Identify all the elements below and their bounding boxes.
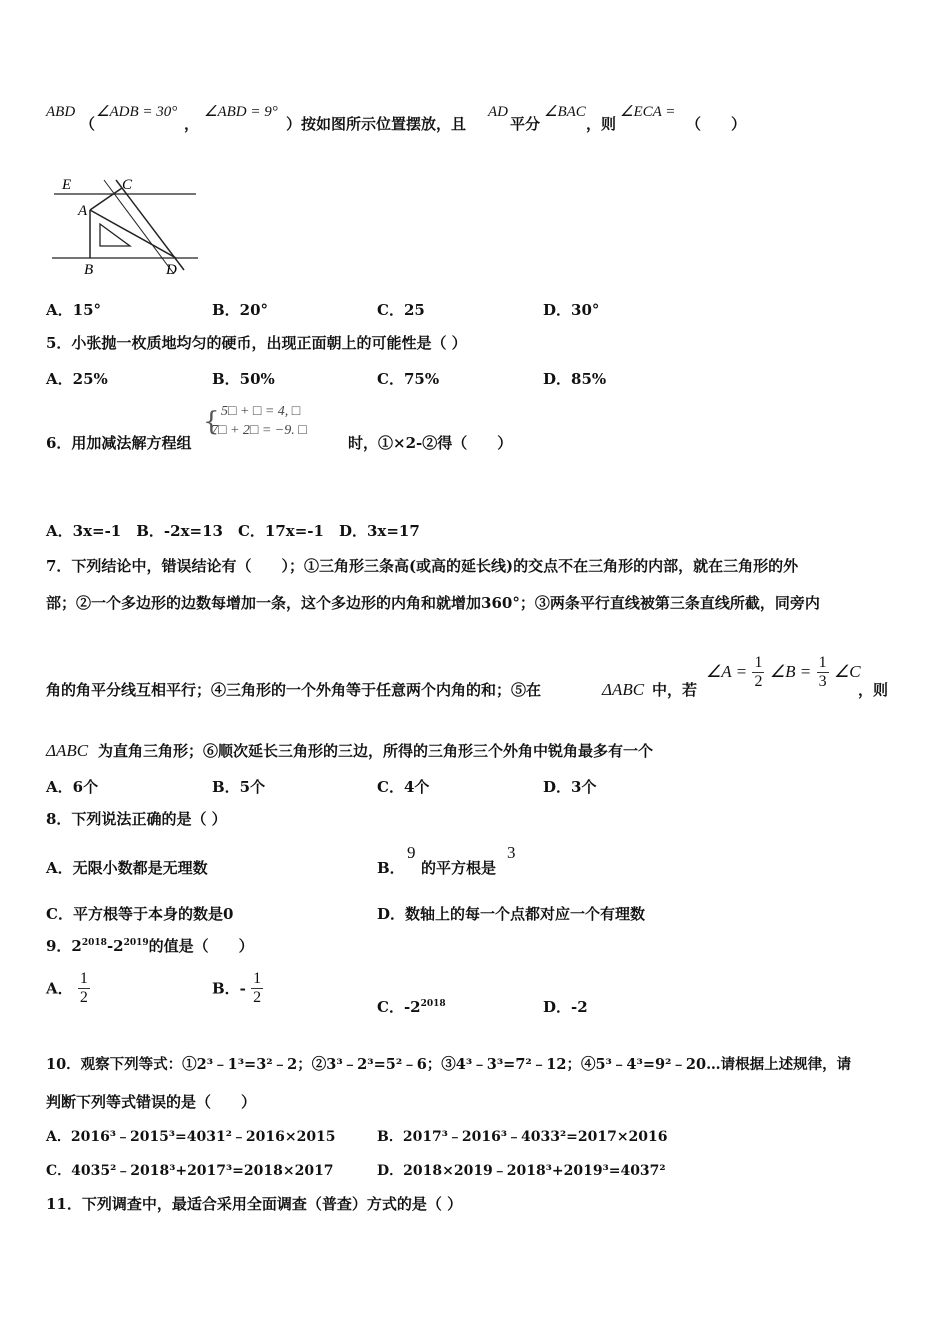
q7-frac-third-num: 1 [818,654,827,671]
q9-frac-b-num: 1 [253,970,262,987]
fig-inner-triangle [100,224,130,246]
q9-option-b [212,970,263,1018]
q9-pre: 9．2 [46,937,82,955]
q6-system [203,403,343,443]
q8-stem: 8．下列说法正确的是（ ） [46,810,227,828]
q7-line1: 7．下列结论中，错误结论有（ ）；①三角形三条高(或高的延长线)的交点不在三角形的内部，就在三角形的外 [46,557,799,575]
q5-option-d: D．85% [543,370,607,388]
q5-stem: 5．小张抛一枚质地均匀的硬币，出现正面朝上的可能性是（ ） [46,334,467,352]
q4-option-c: C．25 [377,301,425,319]
q7-frac-half-den: 2 [754,672,763,690]
q5-option-b: B．50% [212,370,275,388]
q6-eq2: 7□ + 2□ = −9. □ [211,423,307,438]
q4-blank: （ ） [686,115,747,133]
q7-line3c: ，则 [858,681,889,699]
q10-option-b: B．2017³﹣2016³﹣4033²=2017×2016 [377,1129,668,1145]
q9-option-b-label: B．- [212,979,246,998]
q7-tri-2: ΔABC [46,741,89,760]
q11-stem: 11．下列调查中，最适合采用全面调查（普查）方式的是（ ） [46,1195,463,1213]
q9-mid: -2 [106,937,124,955]
q7-frac-half-num: 1 [754,654,763,671]
q9-exp1: 2018 [81,938,107,948]
q10-option-a: A．2016³﹣2015³=4031²﹣2016×2015 [46,1129,336,1145]
q7-line3a: 角的角平分线互相平行；④三角形的一个外角等于任意两个内角的和；⑤在 [46,681,542,699]
q4-figure [46,170,206,280]
q4-option-d: D．30° [543,301,600,319]
q9-option-c-label: C．-2 [377,998,421,1016]
q4-text1: ）按如图所示位置摆放，且 [286,115,467,133]
q9-option-c [377,996,446,1017]
q4-ad: AD [488,104,508,120]
q6-suffix: 时，①×2-②得（ ） [348,434,513,452]
q8-option-a: A．无限小数都是无理数 [46,859,208,877]
fig-label-c: C [122,177,133,193]
q7-angle-c: ∠C [834,662,861,682]
q7-angle-b: ∠B = [769,662,812,682]
q7-tri: ΔABC [602,680,645,699]
q8-option-b-mid: 的平方根是 [421,859,497,877]
q4-comma: ， [184,115,200,133]
q8-option-b-label: B． [377,859,405,877]
q4-bac: ∠BAC [544,104,586,120]
q7-ratio [706,654,861,704]
q4-paren-open: （ [80,115,96,133]
q9-option-d: D．-2 [543,998,588,1016]
q9-frac-a-den: 2 [79,988,88,1006]
q6-options: A．3x=-1 B．-2x=13 C．17x=-1 D．3x=17 [46,522,420,540]
q9-option-c-exp: 2018 [420,999,446,1009]
fig-label-a: A [78,203,88,219]
q10-option-c: C．4035²﹣2018³+2017³=2018×2017 [46,1163,334,1179]
q4-angle-adb: ∠ADB = 30° [96,104,178,120]
q7-option-b: B．5个 [212,778,266,796]
q7-frac-half [752,654,764,690]
q9-frac-b [251,970,263,1006]
q9-option-a [46,970,90,1018]
q10-line2: 判断下列等式错误的是（ ） [46,1093,257,1111]
q7-line2: 部；②一个多边形的边数每增加一条，这个多边形的内角和就增加360°；③两条平行直线被第三条直线所截，同旁内 [46,594,820,612]
q4-abd: ABD [46,104,76,120]
q7-option-d: D．3个 [543,778,597,796]
q8-nine: 9 [407,843,416,862]
q7-frac-third [817,654,829,690]
q8-option-d: D．数轴上的每一个点都对应一个有理数 [377,905,646,923]
q7-angle-a: ∠A = [706,662,748,682]
q6-prefix: 6．用加减法解方程组 [46,434,192,452]
q8-option-b [377,843,577,879]
q8-option-c: C．平方根等于本身的数是0 [46,905,234,923]
q5-option-a: A．25% [46,370,108,388]
q9-option-a-label: A． [46,979,73,998]
q9-post: 的值是（ ） [148,937,254,955]
q7-option-c: C．4个 [377,778,430,796]
fig-seg-ad [90,210,176,258]
q4-text3: ，则 [586,115,617,133]
q6-eq1: 5□ + □ = 4, □ [221,404,301,419]
q7-line3b: 中，若 [652,681,698,699]
fig-label-d: D [166,262,177,278]
q4-option-a: A．15° [46,301,102,319]
q9-frac-a-num: 1 [79,970,88,987]
q4-angle-abd: ∠ABD = 9° [204,104,278,120]
q4-eca: ∠ECA = [620,104,676,120]
q9-frac-b-den: 2 [253,988,262,1006]
fig-label-b: B [84,262,94,278]
q10-line1: 10．观察下列等式：①2³﹣1³=3²﹣2；②3³﹣2³=5²﹣6；③4³﹣3³=7²﹣12；④5³﹣4³=9²﹣20…请根据上述规律，请 [46,1056,852,1073]
q9-frac-a [78,970,90,1006]
q7-line4: 为直角三角形；⑥顺次延长三角形的三边，所得的三角形三个外角中锐角最多有一个 [98,742,654,760]
q4-option-b: B．20° [212,301,269,319]
q8-three: 3 [507,843,516,862]
q9-stem [46,937,254,955]
fig-label-e: E [62,177,72,193]
q7-option-a: A．6个 [46,778,99,796]
q6-brace: { [203,407,220,437]
q7-frac-third-den: 3 [818,672,827,690]
q10-option-d: D．2018×2019﹣2018³+2019³=4037² [377,1163,666,1179]
q9-exp2: 2019 [123,938,149,948]
fig-seg-ac [90,188,122,210]
q4-text2: 平分 [510,115,541,133]
q5-option-c: C．75% [377,370,440,388]
q4-stem [46,103,906,143]
